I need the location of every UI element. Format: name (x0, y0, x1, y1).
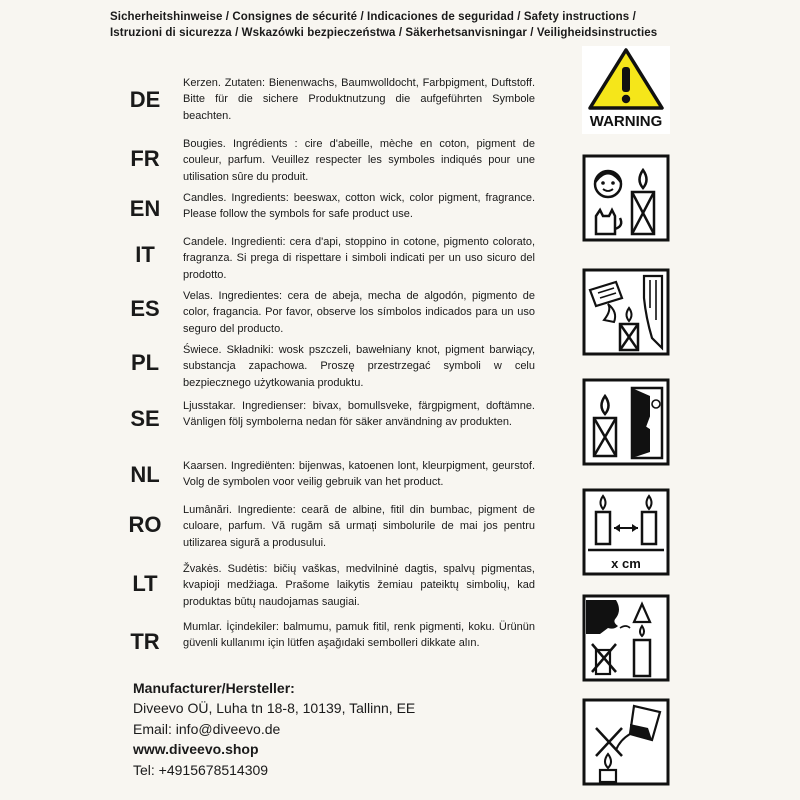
lang-text: Candles. Ingredients: beeswax, cotton wick, color pigment, fragrance. Please follow the symbols for safe product use. (183, 192, 535, 221)
lang-code: LT (132, 571, 158, 596)
lang-code: ES (130, 296, 160, 321)
lang-code: PL (130, 350, 160, 375)
manufacturer-phone: Tel: +4915678514309 (133, 761, 269, 778)
lang-code: FR (130, 146, 160, 171)
manufacturer-address: Diveevo OÜ, Luha tn 18-8, 10139, Tallinn, EE (133, 700, 416, 717)
header-line-2: Istruzioni di sicurezza / Wskazówki bezpieczeństwa / Säkerhetsanvisningar / Veiligheidsinstructies (110, 27, 658, 39)
keep-away-children-pets-icon (582, 154, 670, 242)
distance-label: x cm (611, 556, 641, 571)
lang-code: DE (129, 87, 161, 112)
safety-instructions-header (110, 9, 710, 41)
lang-text: Žvakės. Sudėtis: bičių vaškas, medvilninė dagtis, spalvų pigmentas, kvapioji medžiaga. Prašome laikytis žemiau pateiktų simbolių, kad produktas būtų naudojamas saugiai. (183, 563, 535, 608)
do-not-extinguish-with-water-icon (582, 698, 670, 786)
keep-away-flammable-icon (582, 268, 670, 356)
manufacturer-heading: Manufacturer/Hersteller: (133, 680, 295, 696)
manufacturer-info (133, 678, 415, 780)
lang-text: Kaarsen. Ingrediënten: bijenwas, katoenen lont, kleurpigment, geurstof. Volg de symbolen voor veilig gebruik van het product. (183, 460, 535, 489)
warning-label: WARNING (589, 113, 663, 130)
manufacturer-email[interactable]: Email: info@diveevo.de (133, 720, 281, 737)
do-not-blow-out-icon (582, 594, 670, 682)
never-leave-unattended-icon (582, 378, 670, 466)
manufacturer-website[interactable]: www.diveevo.shop (133, 741, 259, 758)
lang-code: SE (130, 406, 160, 431)
warning-icon (582, 46, 670, 134)
lang-text: Mumlar. İçindekiler: balmumu, pamuk fitil, renk pigmenti, koku. Ürünün güvenli kullanımı için lütfen aşağıdaki sembolleri dikkate alın. (183, 621, 535, 650)
lang-text: Kerzen. Zutaten: Bienenwachs, Baumwolldocht, Farbpigment, Duftstoff. Bitte für die sichere Produktnutzung die aufgeführten Symbole beachten. (183, 77, 535, 122)
lang-code: NL (130, 462, 160, 487)
lang-code: IT (135, 242, 155, 267)
distance-between-candles-icon (582, 488, 670, 576)
lang-text: Lumânări. Ingrediente: ceară de albine, fitil din bumbac, pigment de culoare, parfum. Vă rugăm să urmați simbolurile de mai jos pentru utilizarea sigură a produsului. (183, 504, 535, 549)
lang-text: Ljusstakar. Ingredienser: bivax, bomullsveke, färgpigment, doftämne. Vänligen följ symbolerna nedan för säker användning av produkten. (183, 400, 535, 429)
lang-text: Bougies. Ingrédients : cire d'abeille, mèche en coton, pigment de couleur, parfum. Veuillez respecter les symboles indiqués pour une utilisation sûre du produit. (183, 138, 535, 183)
lang-text: Świece. Składniki: wosk pszczeli, bawełniany knot, pigment barwiący, substancja zapachowa. Proszę przestrzegać symboli w celu bezpiecznego użytkowania produktu. (183, 344, 535, 389)
lang-text: Velas. Ingredientes: cera de abeja, mecha de algodón, pigmento de color, fragancia. Por favor, observe los símbolos indicados para un uso seguro del producto. (183, 290, 535, 335)
header-line-1: Sicherheitshinweise / Consignes de sécurité / Indicaciones de seguridad / Safety instructions / (110, 11, 636, 23)
lang-code: EN (129, 196, 161, 221)
lang-code: RO (128, 512, 162, 537)
lang-text: Candele. Ingredienti: cera d'api, stoppino in cotone, pigmento colorato, fragranza. Si prega di rispettare i simboli indicati per un uso sicuro del prodotto. (183, 236, 535, 281)
lang-code: TR (130, 629, 160, 654)
